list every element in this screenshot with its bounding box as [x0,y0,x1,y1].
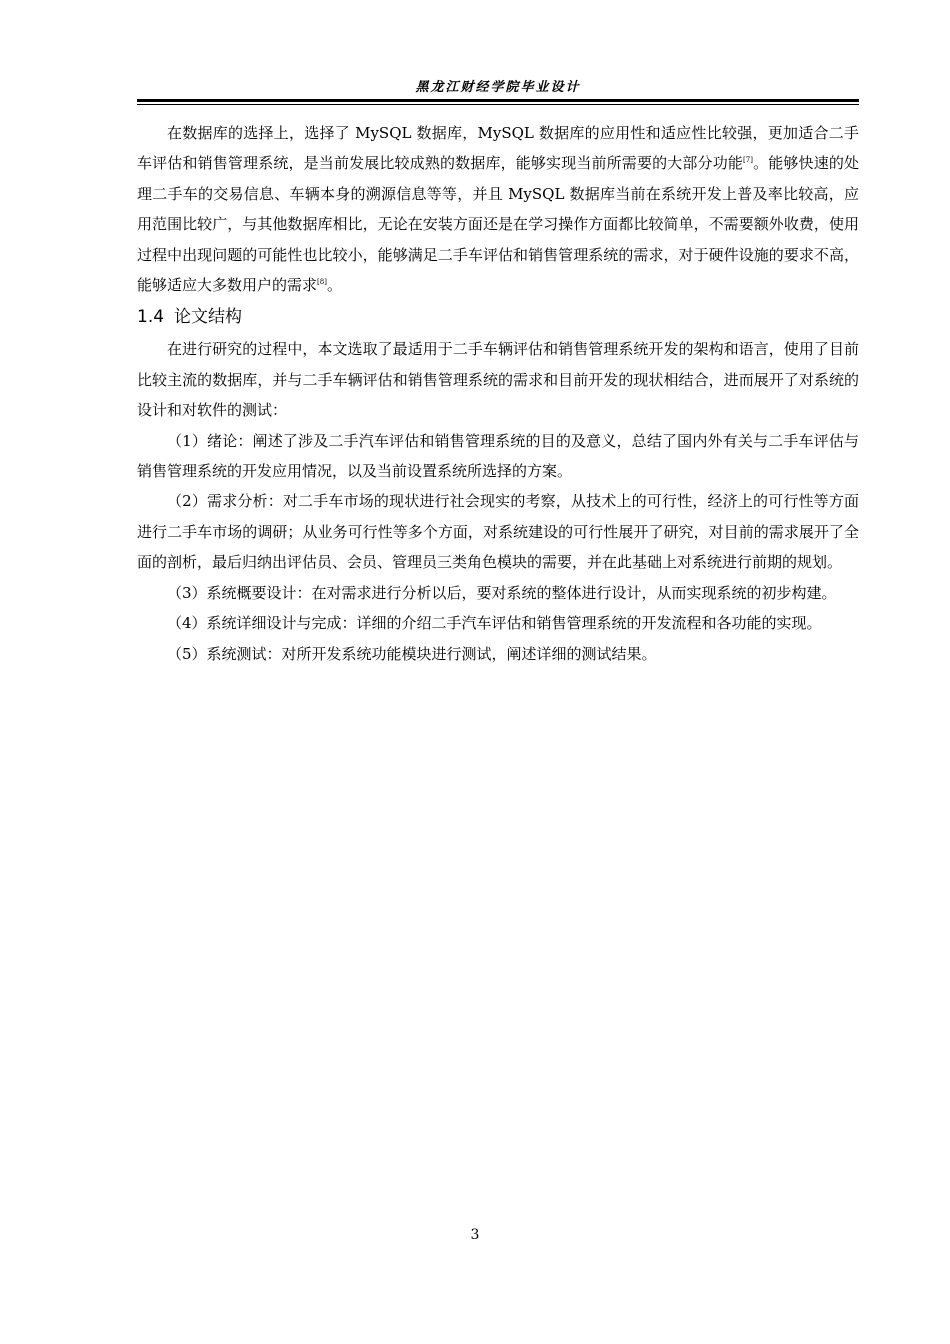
paragraph-database-choice [137,118,859,300]
citation-ref-8: [8] [317,278,327,287]
list-item-testing: （5）系统测试：对所开发系统功能模块进行测试，阐述详细的测试结果。 [167,644,657,663]
list-item-overview-design: （3）系统概要设计：在对需求进行分析以后，要对系统的整体进行设计，从而实现系统的初步构建。 [167,583,837,602]
citation-ref-7: [7] [743,156,753,165]
body-content [137,118,859,669]
list-item-introduction: （1）绪论：阐述了涉及二手汽车评估和销售管理系统的目的及意义，总结了国内外有关与二手车评估与销售管理系统的开发应用情况，以及当前设置系统所选择的方案。 [137,431,859,481]
list-item-requirements: （2）需求分析：对二手车市场的现状进行社会现实的考察，从技术上的可行性，经济上的可行性等方面进行二手车市场的调研；从业务可行性等多个方面，对系统建设的可行性展开了研究，对目前的需求展开了全面的剖析，最后归纳出评估员、会员、管理员三类角色模块的需要，并在此基础上对系统进行前期的规划。 [137,492,859,572]
page-number: 3 [470,1227,480,1243]
header-rule-thick [137,99,859,102]
list-item-detailed-design: （4）系统详细设计与完成：详细的介绍二手汽车评估和销售管理系统的开发流程和各功能的实现。 [167,614,822,633]
section-number: 1.4 [137,307,165,328]
header-rule-thin [137,104,859,105]
paragraph-text: 。能够快速的处理二手车的交易信息、车辆本身的溯源信息等等，并且 MySQL 数据库当前在系统开发上普及率比较高，应用范围比较广，与其他数据库相比，无论在安装方面还是在学习操作方面都比较简单，不需要额外收费，使用过程中出现问题的可能性也比较小，能够满足二手车评估和销售管理系统的需求，对于硬件设施的要求不高，能够适应大多数用户的需求 [137,154,859,295]
paragraph-structure-intro: 在进行研究的过程中，本文选取了最适用于二手车辆评估和销售管理系统开发的架构和语言，使用了目前比较主流的数据库，并与二手车辆评估和销售管理系统的需求和目前开发的现状相结合，进而展开了对系统的设计和对软件的测试： [137,340,859,420]
paragraph-text: 。 [326,276,342,295]
section-heading [137,300,859,334]
paragraph-text: 在数据库的选择上，选择了 MySQL 数据库，MySQL 数据库的应用性和适应性比较强，更加适合二手车评估和销售管理系统，是当前发展比较成熟的数据库，能够实现当前所需要的大部分功能 [137,124,859,173]
running-header-title: 黑龙江财经学院毕业设计 [415,80,581,95]
section-title: 论文结构 [174,307,243,328]
